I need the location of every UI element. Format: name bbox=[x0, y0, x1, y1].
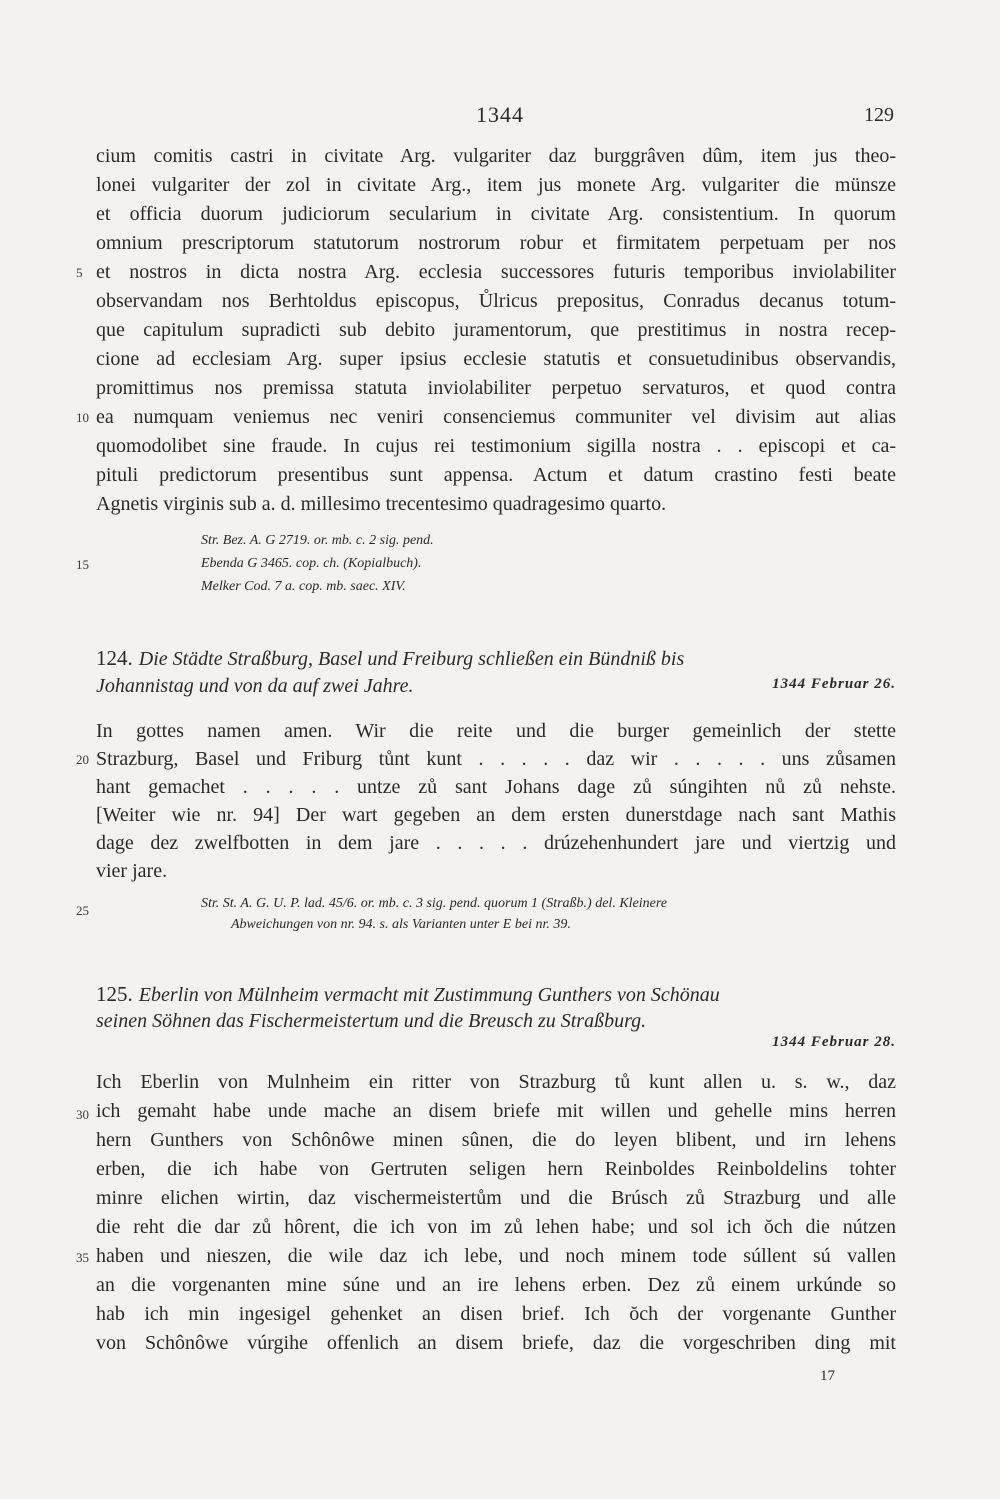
doc-heading bbox=[96, 644, 896, 673]
text-line: Ich Eberlin von Mulnheim ein ritter von Strazburg tů kunt allen u. s. w., daz bbox=[96, 1071, 896, 1093]
text-line: pituli predictorum presentibus sunt appensa. Actum et datum crastino festi beate bbox=[96, 464, 896, 486]
doc-date: 1344 Februar 28. bbox=[772, 1034, 896, 1050]
doc-number: 124. bbox=[96, 646, 133, 670]
text-line: hab ich min ingesigel gehenket an disen brief. Ich ŏch der vorgenante Gunther bbox=[96, 1303, 896, 1325]
text-line: hant gemachet . . . . . untze zů sant Johans dage zů súngihten nů zů nehste. bbox=[96, 776, 896, 798]
doc-title-line: seinen Söhnen das Fischermeistertum und die Breusch zu Straßburg. bbox=[96, 1010, 647, 1032]
text-line: observandam nos Berhtoldus episcopus, Ůlricus prepositus, Conradus decanus totum- bbox=[96, 290, 896, 312]
doc-title-line: Die Städte Straßburg, Basel und Freiburg schließen ein Bündniß bis bbox=[138, 648, 685, 670]
doc-date: 1344 Februar 26. bbox=[772, 676, 896, 692]
text-line: promittimus nos premissa statuta inviolabiliter perpetuo servaturos, et quod contra bbox=[96, 377, 896, 399]
source-line: Ebenda G 3465. cop. ch. (Kopialbuch). bbox=[201, 556, 422, 571]
text-line: Strazburg, Basel und Friburg tůnt kunt . . . . . daz wir . . . . . uns zůsamen bbox=[96, 748, 896, 770]
text-line: die reht die dar zů hôrent, die ich von im zů lehen habe; und sol ich ŏch die nútzen bbox=[96, 1216, 896, 1238]
text-line: Agnetis virginis sub a. d. millesimo trecentesimo quadragesimo quarto. bbox=[96, 493, 667, 515]
page-year: 1344 bbox=[476, 102, 524, 127]
text-line: In gottes namen amen. Wir die reite und die burger gemeinlich der stette bbox=[96, 720, 896, 742]
source-note: Str. St. A. G. U. P. lad. 45/6. or. mb. c. 3 sig. pend. quorum 1 (Straßb.) del. Kleinere bbox=[201, 896, 668, 911]
text-line: erben, die ich habe von Gertruten seligen hern Reinboldes Reinboldelins tohter bbox=[96, 1158, 896, 1180]
text-line: et nostros in dicta nostra Arg. ecclesia successores futuris temporibus inviolabiliter bbox=[96, 261, 896, 283]
signature-mark: 17 bbox=[820, 1368, 835, 1384]
text-line: von Schônôwe vúrgihe offenlich an disem briefe, daz die vorgeschriben ding mit bbox=[96, 1332, 896, 1354]
text-line: haben und nieszen, die wile daz ich lebe, und noch minem tode súllent sú vallen bbox=[96, 1245, 896, 1267]
text-line: et officia duorum judiciorum secularium in civitate Arg. consistentium. In quorum bbox=[96, 203, 896, 225]
margin-line-number: 5 bbox=[76, 265, 83, 280]
text-line: cione ad ecclesiam Arg. super ipsius ecclesie statutis et consuetudinibus observandis, bbox=[96, 348, 896, 370]
text-line: dage dez zwelfbotten in dem jare . . . . . drúzehenhundert jare und viertzig und bbox=[96, 832, 896, 854]
text-line: [Weiter wie nr. 94] Der wart gegeben an dem ersten dunerstdage nach sant Mathis bbox=[96, 804, 896, 826]
source-note: Abweichungen von nr. 94. s. als Varianten unter E bei nr. 39. bbox=[231, 917, 571, 932]
margin-line-number: 10 bbox=[76, 410, 89, 425]
margin-line-number: 35 bbox=[76, 1250, 89, 1265]
doc-title-line: Johannistag und von da auf zwei Jahre. bbox=[96, 675, 414, 697]
text-line: vier jare. bbox=[96, 860, 168, 882]
text-line: an die vorgenanten mine súne und an ire lehens erben. Dez zů einem urkúnde so bbox=[96, 1274, 896, 1296]
doc-heading bbox=[96, 980, 896, 1009]
text-line: minre elichen wirtin, daz vischermeistertům und die Brúsch zů Strazburg und alle bbox=[96, 1187, 896, 1209]
doc-heading-cont bbox=[96, 1007, 896, 1035]
text-line: ea numquam veniemus nec veniri consenciemus communiter vel divisim aut alias bbox=[96, 406, 896, 428]
text-line: omnium prescriptorum statutorum nostrorum robur et firmitatem perpetuam per nos bbox=[96, 232, 896, 254]
doc-number: 125. bbox=[96, 982, 133, 1006]
margin-line-number: 20 bbox=[76, 752, 89, 767]
page-number: 129 bbox=[864, 104, 894, 126]
margin-line-number: 30 bbox=[76, 1107, 89, 1122]
text-line: que capitulum supradicti sub debito juramentorum, que prestitimus in nostra recep- bbox=[96, 319, 896, 341]
text-line: cium comitis castri in civitate Arg. vulgariter daz burggrâven dûm, item jus theo- bbox=[96, 145, 896, 167]
text-line: quomodolibet sine fraude. In cujus rei testimonium sigilla nostra . . episcopi et ca- bbox=[96, 435, 896, 457]
page-header bbox=[0, 102, 1000, 132]
source-line: Str. Bez. A. G 2719. or. mb. c. 2 sig. pend. bbox=[201, 533, 434, 548]
text-line: hern Gunthers von Schônôwe minen sûnen, die do leyen blibent, und irn lehens bbox=[96, 1129, 896, 1151]
text-line: ich gemaht habe unde mache an disem briefe mit willen und gehelle mins herren bbox=[96, 1100, 896, 1122]
doc-title-line: Eberlin von Mülnheim vermacht mit Zustimmung Gunthers von Schönau bbox=[138, 984, 720, 1006]
text-line: lonei vulgariter der zol in civitate Arg., item jus monete Arg. vulgariter die münsze bbox=[96, 174, 896, 196]
margin-line-number: 15 bbox=[76, 557, 89, 572]
margin-line-number: 25 bbox=[76, 903, 89, 918]
source-line: Melker Cod. 7 a. cop. mb. saec. XIV. bbox=[201, 579, 406, 594]
